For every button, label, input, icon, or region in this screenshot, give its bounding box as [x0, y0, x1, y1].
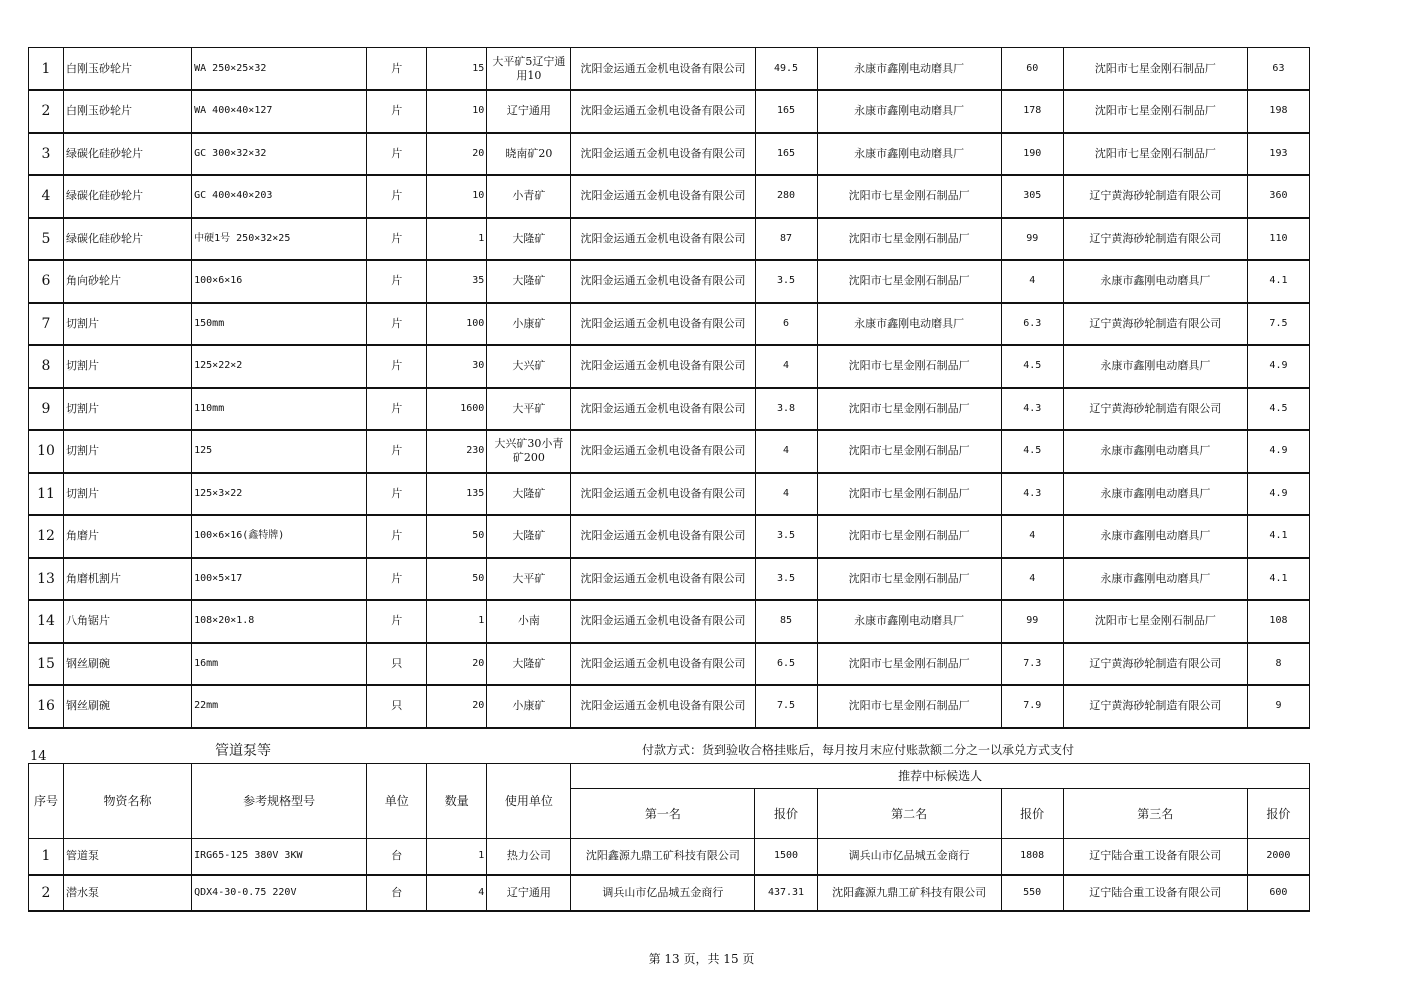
table-row	[29, 133, 1310, 176]
candidate-1: 调兵山市亿品城五金商行	[571, 875, 755, 911]
candidate-1: 沈阳金运通五金机电设备有限公司	[571, 175, 755, 218]
col-header-unit: 单位	[367, 764, 427, 839]
item-unit: 片	[367, 600, 427, 643]
item-spec: 110mm	[192, 388, 367, 431]
candidate-3: 沈阳市七星金刚石制品厂	[1063, 133, 1247, 176]
price-1: 85	[755, 600, 817, 643]
col-header-p2: 报价	[1001, 789, 1063, 839]
price-3: 4.1	[1247, 558, 1309, 601]
candidate-2: 沈阳市七星金刚石制品厂	[817, 175, 1001, 218]
item-spec: 中硬1号 250×32×25	[192, 218, 367, 261]
price-3: 7.5	[1247, 303, 1309, 346]
item-qty: 135	[427, 473, 487, 516]
pumps-table	[28, 763, 1310, 912]
table-row	[29, 48, 1310, 91]
item-number: 2	[29, 875, 64, 911]
price-2: 6.3	[1001, 303, 1063, 346]
candidate-2: 沈阳市七星金刚石制品厂	[817, 558, 1001, 601]
price-1: 4	[755, 430, 817, 473]
price-2: 190	[1001, 133, 1063, 176]
candidate-1: 沈阳金运通五金机电设备有限公司	[571, 345, 755, 388]
item-name: 钢丝刷碗	[64, 643, 192, 686]
price-3: 108	[1247, 600, 1309, 643]
item-user: 晓南矿20	[487, 133, 571, 176]
price-1: 49.5	[755, 48, 817, 91]
col-header-user: 使用单位	[487, 764, 571, 839]
candidate-1: 沈阳金运通五金机电设备有限公司	[571, 388, 755, 431]
candidate-1: 沈阳金运通五金机电设备有限公司	[571, 303, 755, 346]
candidate-1: 沈阳金运通五金机电设备有限公司	[571, 685, 755, 728]
price-2: 99	[1001, 600, 1063, 643]
candidate-3: 辽宁黄海砂轮制造有限公司	[1063, 388, 1247, 431]
price-1: 1500	[755, 839, 817, 875]
table-row	[29, 430, 1310, 473]
table-row	[29, 515, 1310, 558]
candidate-1: 沈阳金运通五金机电设备有限公司	[571, 260, 755, 303]
item-spec: 150mm	[192, 303, 367, 346]
items-table-body	[29, 48, 1310, 728]
item-name: 切割片	[64, 388, 192, 431]
table-row	[29, 260, 1310, 303]
price-1: 165	[755, 133, 817, 176]
candidate-3: 辽宁黄海砂轮制造有限公司	[1063, 303, 1247, 346]
item-name: 绿碳化硅砂轮片	[64, 133, 192, 176]
candidate-2: 永康市鑫刚电动磨具厂	[817, 600, 1001, 643]
item-spec: IRG65-125 380V 3KW	[192, 839, 367, 875]
item-qty: 20	[427, 685, 487, 728]
price-2: 7.9	[1001, 685, 1063, 728]
item-number: 1	[29, 48, 64, 91]
candidate-1: 沈阳金运通五金机电设备有限公司	[571, 218, 755, 261]
candidate-2: 沈阳鑫源九鼎工矿科技有限公司	[817, 875, 1001, 911]
table-row	[29, 218, 1310, 261]
table-row	[29, 875, 1310, 911]
item-name: 管道泵	[64, 839, 192, 875]
item-user: 大隆矿	[487, 260, 571, 303]
item-qty: 50	[427, 515, 487, 558]
col-header-spec: 参考规格型号	[192, 764, 367, 839]
price-3: 198	[1247, 90, 1309, 133]
candidate-3: 辽宁黄海砂轮制造有限公司	[1063, 218, 1247, 261]
item-user: 小青矿	[487, 175, 571, 218]
price-1: 280	[755, 175, 817, 218]
item-number: 5	[29, 218, 64, 261]
item-number: 2	[29, 90, 64, 133]
item-qty: 20	[427, 643, 487, 686]
item-unit: 片	[367, 345, 427, 388]
item-unit: 片	[367, 430, 427, 473]
item-name: 白刚玉砂轮片	[64, 90, 192, 133]
item-name: 角磨片	[64, 515, 192, 558]
item-user: 大隆矿	[487, 473, 571, 516]
item-unit: 台	[367, 839, 427, 875]
price-1: 3.8	[755, 388, 817, 431]
item-name: 绿碳化硅砂轮片	[64, 175, 192, 218]
item-unit: 台	[367, 875, 427, 911]
item-name: 切割片	[64, 303, 192, 346]
price-3: 4.9	[1247, 473, 1309, 516]
price-1: 3.5	[755, 515, 817, 558]
candidate-3: 辽宁陆合重工设备有限公司	[1063, 839, 1247, 875]
item-number: 12	[29, 515, 64, 558]
item-spec: 100×6×16(鑫特牌)	[192, 515, 367, 558]
candidate-3: 沈阳市七星金刚石制品厂	[1063, 48, 1247, 91]
price-2: 60	[1001, 48, 1063, 91]
item-number: 7	[29, 303, 64, 346]
candidate-2: 沈阳市七星金刚石制品厂	[817, 388, 1001, 431]
candidate-3: 沈阳市七星金刚石制品厂	[1063, 600, 1247, 643]
item-qty: 10	[427, 175, 487, 218]
item-spec: 100×6×16	[192, 260, 367, 303]
candidate-2: 永康市鑫刚电动磨具厂	[817, 48, 1001, 91]
candidate-2: 沈阳市七星金刚石制品厂	[817, 643, 1001, 686]
price-1: 165	[755, 90, 817, 133]
item-name: 角磨机割片	[64, 558, 192, 601]
item-name: 白刚玉砂轮片	[64, 48, 192, 91]
item-name: 潜水泵	[64, 875, 192, 911]
item-qty: 1	[427, 600, 487, 643]
item-unit: 片	[367, 175, 427, 218]
item-qty: 30	[427, 345, 487, 388]
price-2: 4.3	[1001, 388, 1063, 431]
item-unit: 只	[367, 643, 427, 686]
item-unit: 片	[367, 133, 427, 176]
price-1: 4	[755, 473, 817, 516]
price-3: 63	[1247, 48, 1309, 91]
candidate-3: 辽宁陆合重工设备有限公司	[1063, 875, 1247, 911]
col-header-p1: 报价	[755, 789, 817, 839]
item-user: 小南	[487, 600, 571, 643]
item-name: 角向砂轮片	[64, 260, 192, 303]
item-number: 9	[29, 388, 64, 431]
candidate-1: 沈阳鑫源九鼎工矿科技有限公司	[571, 839, 755, 875]
item-unit: 片	[367, 515, 427, 558]
item-qty: 10	[427, 90, 487, 133]
item-user: 大兴矿	[487, 345, 571, 388]
item-unit: 片	[367, 303, 427, 346]
candidate-3: 永康市鑫刚电动磨具厂	[1063, 430, 1247, 473]
item-user: 小康矿	[487, 685, 571, 728]
price-2: 4	[1001, 558, 1063, 601]
item-spec: 16mm	[192, 643, 367, 686]
page-footer: 第 13 页，共 15 页	[648, 952, 755, 966]
col-header-c2: 第二名	[817, 789, 1001, 839]
table-row	[29, 685, 1310, 728]
price-2: 305	[1001, 175, 1063, 218]
price-2: 4.3	[1001, 473, 1063, 516]
item-qty: 230	[427, 430, 487, 473]
item-unit: 片	[367, 218, 427, 261]
item-spec: GC 400×40×203	[192, 175, 367, 218]
item-number: 15	[29, 643, 64, 686]
col-header-p3: 报价	[1247, 789, 1309, 839]
price-3: 4.5	[1247, 388, 1309, 431]
item-number: 3	[29, 133, 64, 176]
candidate-3: 永康市鑫刚电动磨具厂	[1063, 558, 1247, 601]
candidate-3: 沈阳市七星金刚石制品厂	[1063, 90, 1247, 133]
price-3: 9	[1247, 685, 1309, 728]
item-name: 八角锯片	[64, 600, 192, 643]
table-row	[29, 558, 1310, 601]
price-3: 600	[1247, 875, 1309, 911]
item-qty: 1	[427, 839, 487, 875]
table-row	[29, 473, 1310, 516]
price-1: 7.5	[755, 685, 817, 728]
item-user: 大平矿5辽宁通用10	[487, 48, 571, 91]
candidate-2: 沈阳市七星金刚石制品厂	[817, 260, 1001, 303]
item-number: 13	[29, 558, 64, 601]
candidate-3: 永康市鑫刚电动磨具厂	[1063, 260, 1247, 303]
price-2: 4.5	[1001, 345, 1063, 388]
candidate-2: 沈阳市七星金刚石制品厂	[817, 430, 1001, 473]
item-user: 辽宁通用	[487, 90, 571, 133]
item-spec: 22mm	[192, 685, 367, 728]
candidate-1: 沈阳金运通五金机电设备有限公司	[571, 600, 755, 643]
item-number: 16	[29, 685, 64, 728]
item-unit: 片	[367, 558, 427, 601]
item-user: 大平矿	[487, 558, 571, 601]
candidate-3: 辽宁黄海砂轮制造有限公司	[1063, 175, 1247, 218]
table-row	[29, 303, 1310, 346]
candidate-1: 沈阳金运通五金机电设备有限公司	[571, 430, 755, 473]
candidate-2: 永康市鑫刚电动磨具厂	[817, 303, 1001, 346]
candidate-2: 沈阳市七星金刚石制品厂	[817, 218, 1001, 261]
price-3: 4.9	[1247, 345, 1309, 388]
col-header-c3: 第三名	[1063, 789, 1247, 839]
price-2: 99	[1001, 218, 1063, 261]
candidate-3: 永康市鑫刚电动磨具厂	[1063, 345, 1247, 388]
price-1: 6.5	[755, 643, 817, 686]
price-3: 193	[1247, 133, 1309, 176]
item-number: 1	[29, 839, 64, 875]
item-spec: GC 300×32×32	[192, 133, 367, 176]
table-row	[29, 839, 1310, 875]
candidate-1: 沈阳金运通五金机电设备有限公司	[571, 133, 755, 176]
price-2: 4	[1001, 260, 1063, 303]
table-row	[29, 175, 1310, 218]
candidate-1: 沈阳金运通五金机电设备有限公司	[571, 643, 755, 686]
candidate-3: 辽宁黄海砂轮制造有限公司	[1063, 643, 1247, 686]
item-spec: WA 400×40×127	[192, 90, 367, 133]
item-number: 14	[29, 600, 64, 643]
price-2: 550	[1001, 875, 1063, 911]
item-user: 小康矿	[487, 303, 571, 346]
pumps-table-body	[29, 839, 1310, 911]
items-table	[28, 47, 1310, 729]
item-name: 绿碳化硅砂轮片	[64, 218, 192, 261]
item-spec: 125×3×22	[192, 473, 367, 516]
price-3: 4.1	[1247, 260, 1309, 303]
price-1: 4	[755, 345, 817, 388]
price-3: 360	[1247, 175, 1309, 218]
item-unit: 片	[367, 90, 427, 133]
col-header-c1: 第一名	[571, 789, 755, 839]
price-2: 178	[1001, 90, 1063, 133]
section-number: 14	[30, 749, 47, 764]
item-qty: 1	[427, 218, 487, 261]
col-header-no: 序号	[29, 764, 64, 839]
item-qty: 1600	[427, 388, 487, 431]
item-name: 切割片	[64, 430, 192, 473]
candidate-2: 永康市鑫刚电动磨具厂	[817, 90, 1001, 133]
item-unit: 片	[367, 48, 427, 91]
header-row	[29, 764, 1310, 789]
item-unit: 只	[367, 685, 427, 728]
item-spec: 125	[192, 430, 367, 473]
item-qty: 15	[427, 48, 487, 91]
table-row	[29, 643, 1310, 686]
price-3: 2000	[1247, 839, 1309, 875]
item-qty: 35	[427, 260, 487, 303]
price-2: 1808	[1001, 839, 1063, 875]
item-spec: WA 250×25×32	[192, 48, 367, 91]
payment-terms: 付款方式：货到验收合格挂账后，每月按月末应付账款额二分之一以承兑方式支付	[642, 743, 1075, 757]
item-unit: 片	[367, 473, 427, 516]
col-header-qty: 数量	[427, 764, 487, 839]
item-user: 大隆矿	[487, 643, 571, 686]
item-name: 钢丝刷碗	[64, 685, 192, 728]
candidate-2: 调兵山市亿品城五金商行	[817, 839, 1001, 875]
item-qty: 100	[427, 303, 487, 346]
item-unit: 片	[367, 260, 427, 303]
price-2: 4	[1001, 515, 1063, 558]
item-spec: 125×22×2	[192, 345, 367, 388]
item-unit: 片	[367, 388, 427, 431]
candidate-1: 沈阳金运通五金机电设备有限公司	[571, 515, 755, 558]
price-1: 87	[755, 218, 817, 261]
candidate-3: 辽宁黄海砂轮制造有限公司	[1063, 685, 1247, 728]
item-qty: 20	[427, 133, 487, 176]
candidate-1: 沈阳金运通五金机电设备有限公司	[571, 558, 755, 601]
item-number: 6	[29, 260, 64, 303]
table-row	[29, 600, 1310, 643]
item-user: 大兴矿30小青矿200	[487, 430, 571, 473]
section-title: 管道泵等	[215, 743, 271, 759]
item-number: 10	[29, 430, 64, 473]
candidate-2: 沈阳市七星金刚石制品厂	[817, 473, 1001, 516]
candidate-2: 沈阳市七星金刚石制品厂	[817, 345, 1001, 388]
item-user: 大隆矿	[487, 515, 571, 558]
price-1: 6	[755, 303, 817, 346]
price-3: 110	[1247, 218, 1309, 261]
item-user: 大平矿	[487, 388, 571, 431]
table-row	[29, 90, 1310, 133]
price-2: 7.3	[1001, 643, 1063, 686]
item-spec: QDX4-30-0.75 220V	[192, 875, 367, 911]
candidate-3: 永康市鑫刚电动磨具厂	[1063, 473, 1247, 516]
item-user: 大隆矿	[487, 218, 571, 261]
item-qty: 4	[427, 875, 487, 911]
candidate-1: 沈阳金运通五金机电设备有限公司	[571, 48, 755, 91]
price-3: 8	[1247, 643, 1309, 686]
price-2: 4.5	[1001, 430, 1063, 473]
candidate-1: 沈阳金运通五金机电设备有限公司	[571, 473, 755, 516]
item-name: 切割片	[64, 473, 192, 516]
candidate-1: 沈阳金运通五金机电设备有限公司	[571, 90, 755, 133]
item-spec: 108×20×1.8	[192, 600, 367, 643]
col-header-name: 物资名称	[64, 764, 192, 839]
candidate-2: 沈阳市七星金刚石制品厂	[817, 685, 1001, 728]
item-number: 8	[29, 345, 64, 388]
candidate-3: 永康市鑫刚电动磨具厂	[1063, 515, 1247, 558]
candidate-2: 沈阳市七星金刚石制品厂	[817, 515, 1001, 558]
candidate-2: 永康市鑫刚电动磨具厂	[817, 133, 1001, 176]
table-row	[29, 345, 1310, 388]
item-number: 11	[29, 473, 64, 516]
table-row	[29, 388, 1310, 431]
price-1: 437.31	[755, 875, 817, 911]
item-name: 切割片	[64, 345, 192, 388]
price-3: 4.9	[1247, 430, 1309, 473]
price-3: 4.1	[1247, 515, 1309, 558]
item-qty: 50	[427, 558, 487, 601]
item-user: 辽宁通用	[487, 875, 571, 911]
price-1: 3.5	[755, 260, 817, 303]
price-1: 3.5	[755, 558, 817, 601]
col-header-candidates: 推荐中标候选人	[571, 764, 1310, 789]
item-spec: 100×5×17	[192, 558, 367, 601]
item-user: 热力公司	[487, 839, 571, 875]
item-number: 4	[29, 175, 64, 218]
